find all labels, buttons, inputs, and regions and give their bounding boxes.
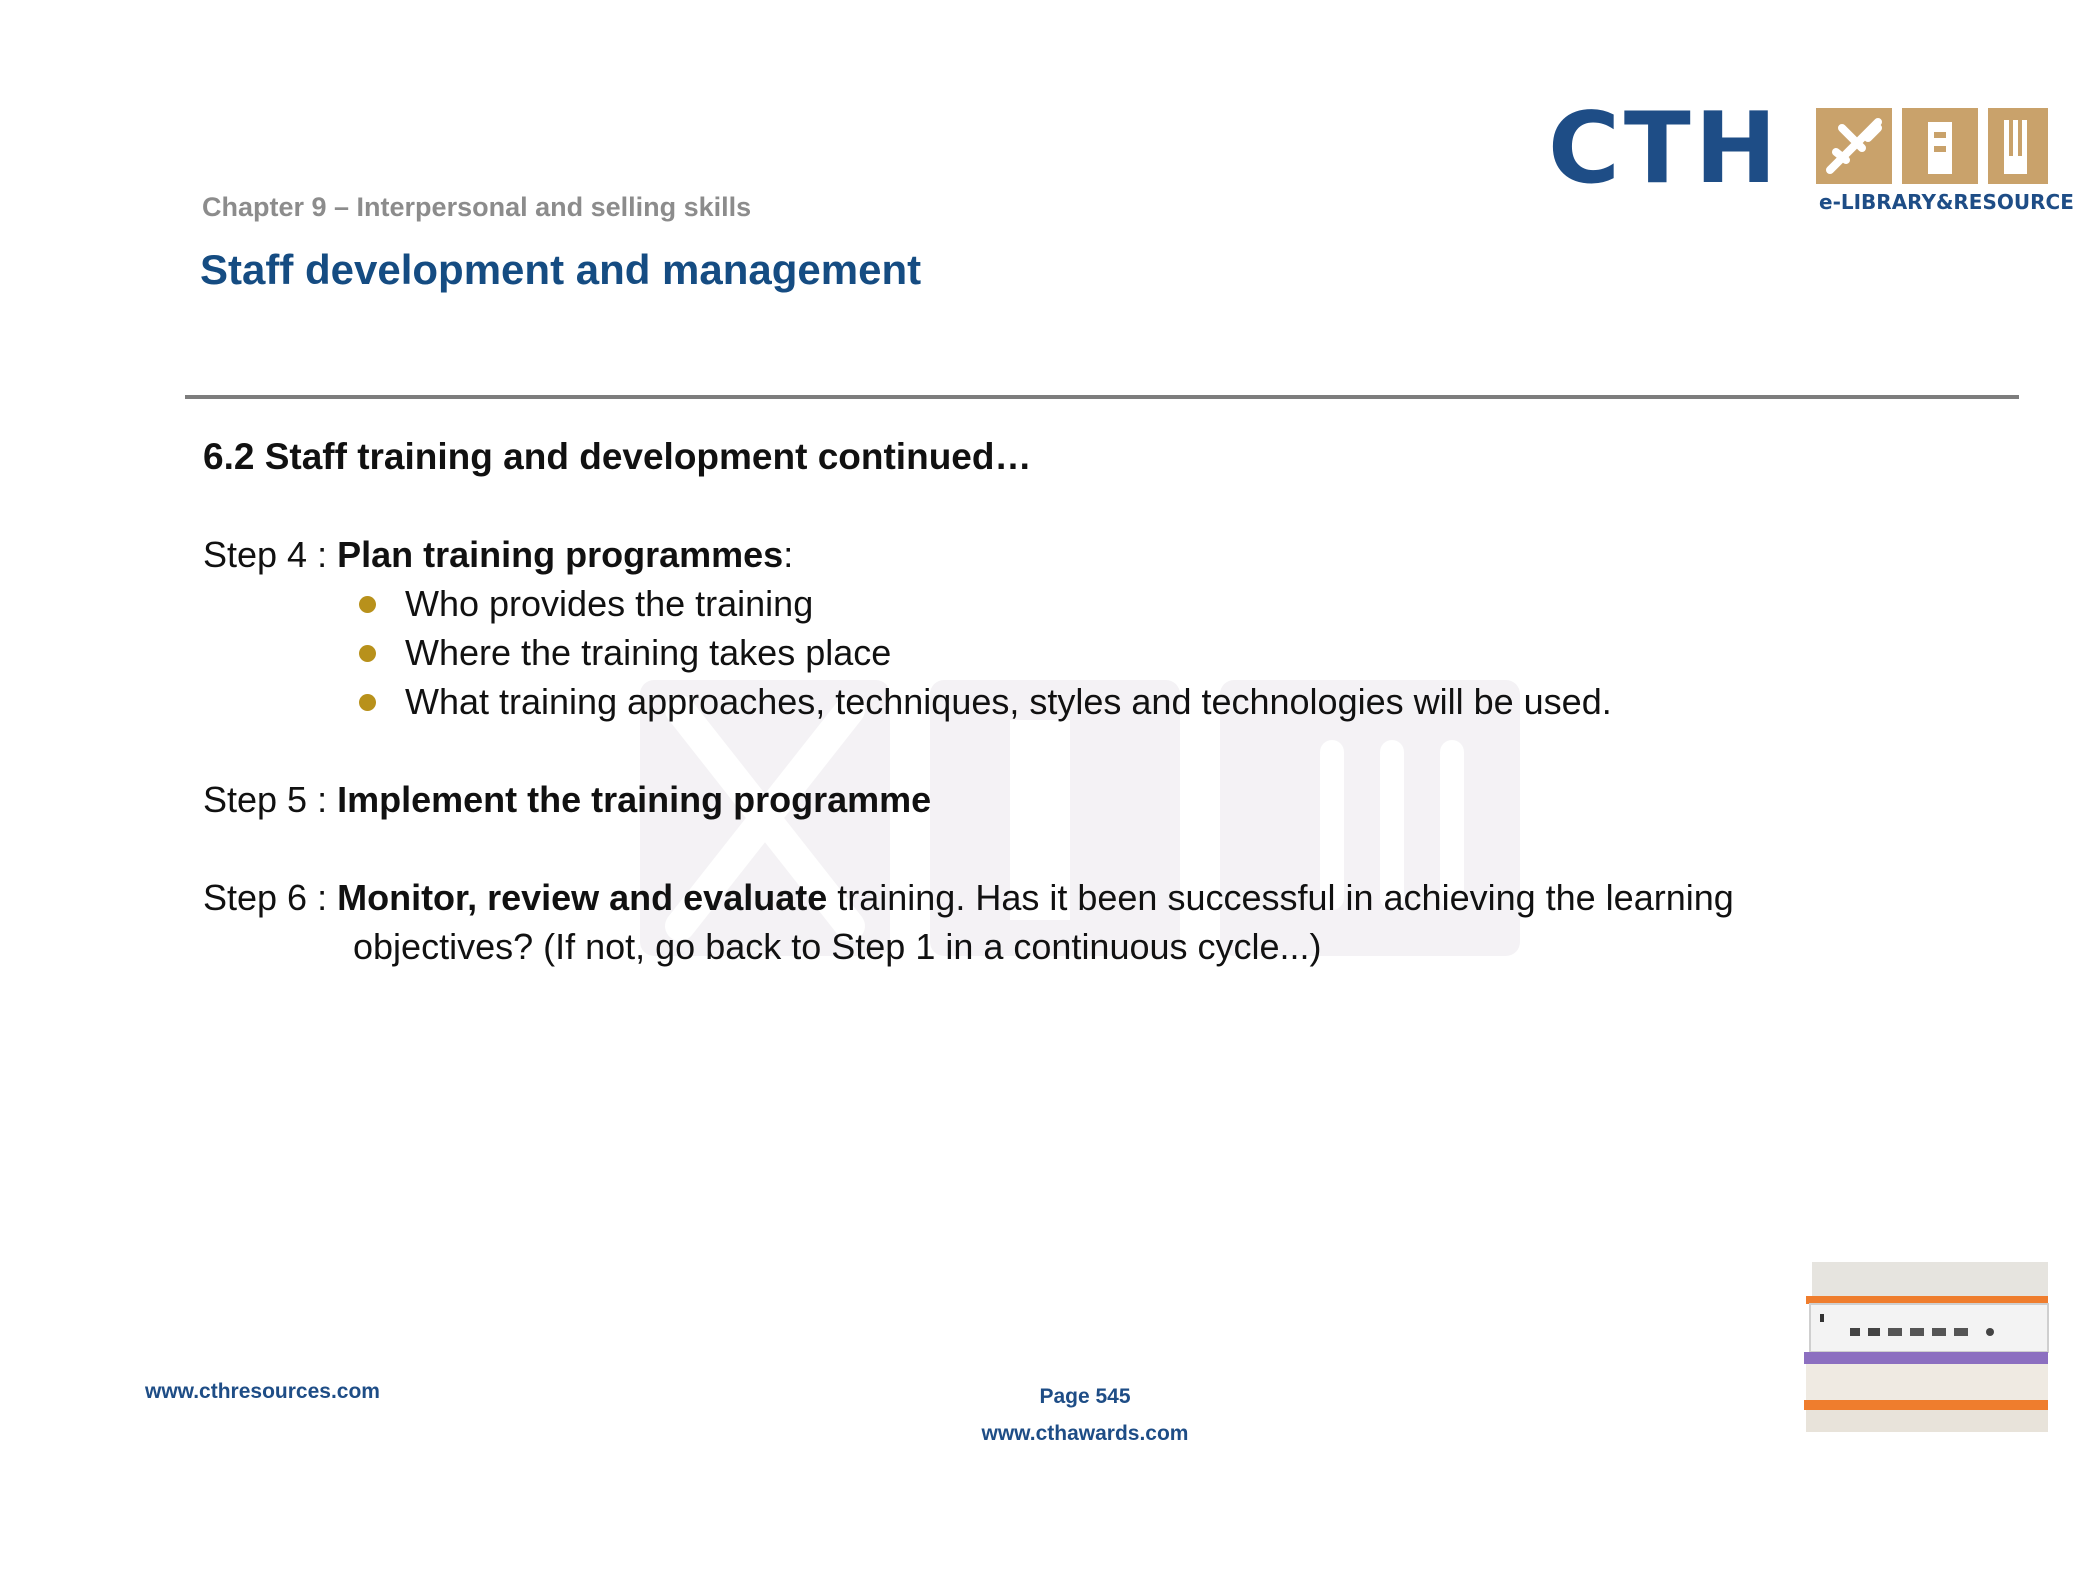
building-icon xyxy=(1902,108,1978,184)
main-content xyxy=(203,432,1983,971)
section-heading: 6.2 Staff training and development continued… xyxy=(203,436,1032,477)
bullet-text: Where the training takes place xyxy=(405,632,892,673)
step-6 xyxy=(203,873,1983,922)
fork-icon xyxy=(1988,108,2048,184)
bullet-text: What training approaches, techniques, styles and technologies will be used. xyxy=(405,681,1612,722)
chapter-label: Chapter 9 – Interpersonal and selling skills xyxy=(202,192,752,222)
bullet-text: Who provides the training xyxy=(405,583,814,624)
books-image xyxy=(1800,1262,2048,1432)
step-5-prefix: Step 5 : xyxy=(203,779,338,820)
page-title: Staff development and management xyxy=(200,246,922,293)
step-6-text: training. Has it been successful in achieving the learning xyxy=(827,877,1734,918)
step-5 xyxy=(203,775,1983,824)
logo-icons xyxy=(1816,108,2048,186)
list-item xyxy=(357,677,1983,726)
header-divider xyxy=(185,395,2019,399)
page-number: Page 545 xyxy=(1039,1385,1131,1408)
bullet-icon xyxy=(359,694,376,711)
step-6-continuation: objectives? (If not, go back to Step 1 in a continuous cycle...) xyxy=(353,926,1322,967)
step-4-suffix: : xyxy=(783,534,794,575)
step-4-prefix: Step 4 : xyxy=(203,534,338,575)
step-6-title: Monitor, review and evaluate xyxy=(337,877,828,918)
logo-text: CTH xyxy=(1548,92,1781,206)
footer-awards-link[interactable]: www.cthawards.com xyxy=(981,1422,1189,1445)
list-item xyxy=(357,579,1983,628)
logo-subtitle: e-LIBRARY&RESOURCE xyxy=(1819,190,2074,214)
plane-icon xyxy=(1816,108,1892,184)
step-4-title: Plan training programmes xyxy=(337,534,784,575)
cth-logo xyxy=(1548,92,2074,220)
step-6-prefix: Step 6 : xyxy=(203,877,338,918)
bullet-icon xyxy=(359,645,376,662)
list-item xyxy=(357,628,1983,677)
step-4-bullet-list xyxy=(203,579,1983,726)
footer-resources-link[interactable]: www.cthresources.com xyxy=(145,1380,380,1403)
step-4 xyxy=(203,530,1983,579)
bullet-icon xyxy=(359,596,376,613)
step-5-title: Implement the training programme xyxy=(337,779,932,820)
